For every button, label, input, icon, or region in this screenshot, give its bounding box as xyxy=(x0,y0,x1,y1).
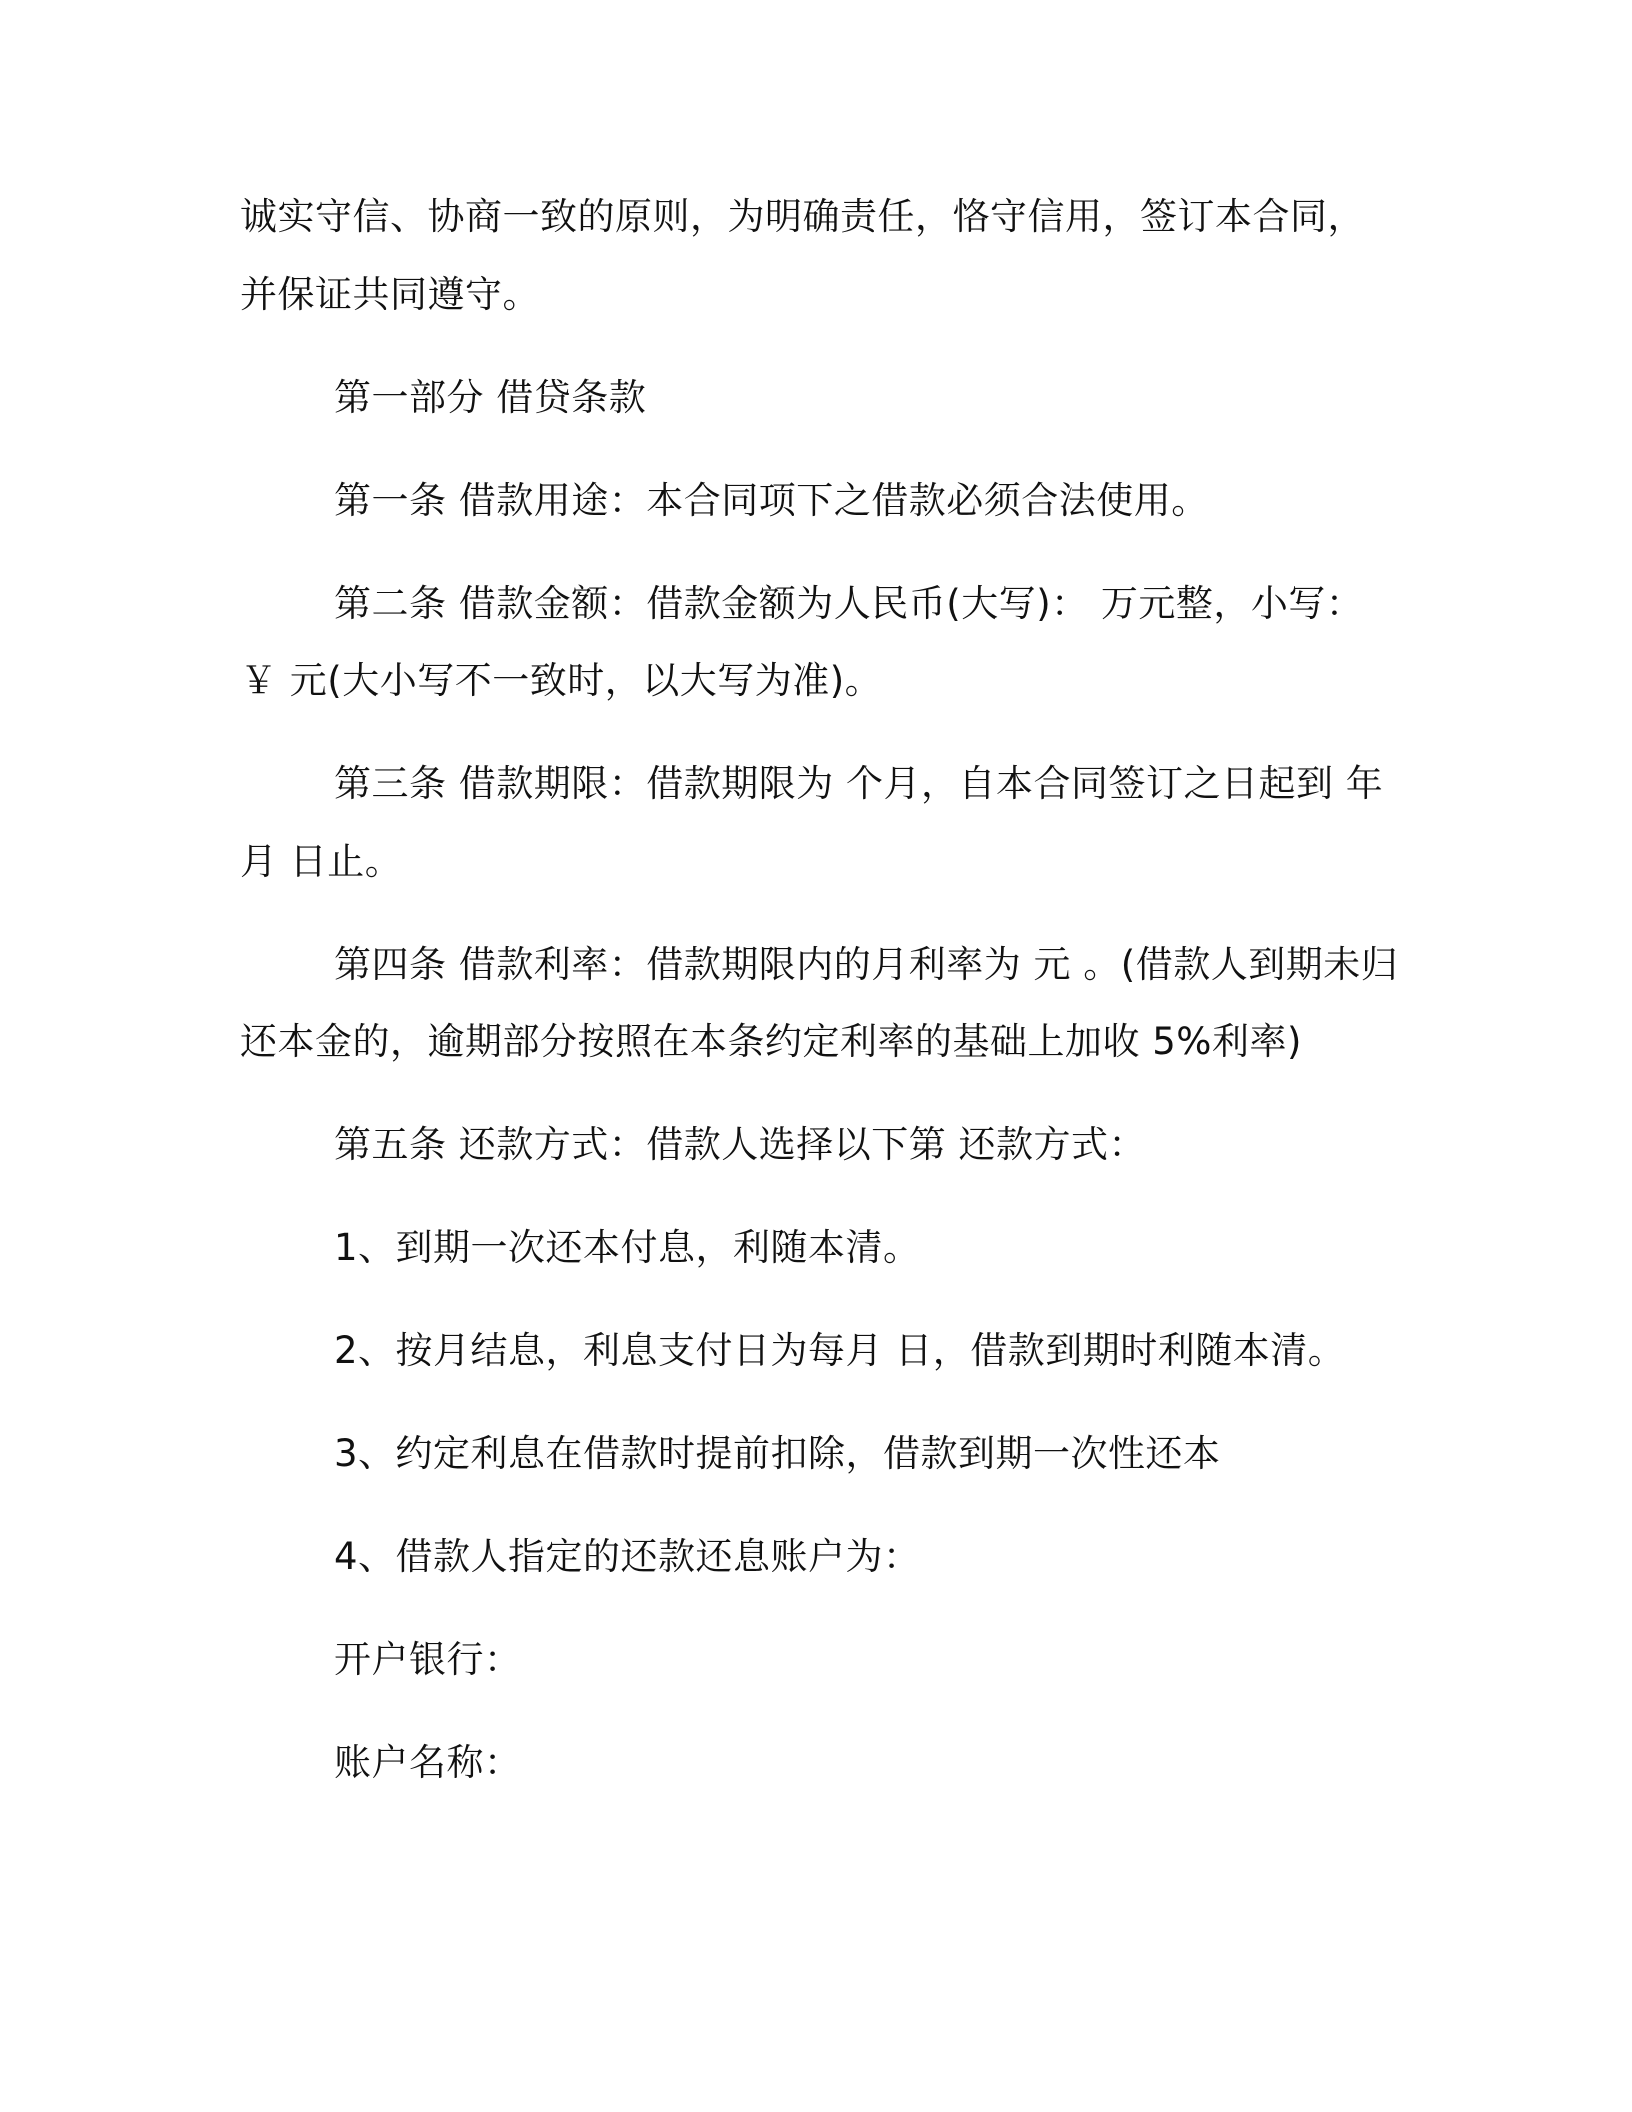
article-1: 第一条 借款用途：本合同项下之借款必须合法使用。 xyxy=(334,479,1209,522)
article-3-line-2: 月 日止。 xyxy=(240,840,403,883)
article-2-line-1: 第二条 借款金额：借款金额为人民币(大写)： 万元整，小写： xyxy=(334,582,1364,625)
article-2-line-2: ￥ 元(大小写不一致时，以大写为准)。 xyxy=(240,659,883,702)
article-3-line-1: 第三条 借款期限：借款期限为 个月，自本合同签订之日起到 年 xyxy=(334,762,1384,805)
article-4-line-1: 第四条 借款利率：借款期限内的月利率为 元 。(借款人到期未归 xyxy=(334,943,1399,986)
article-4-line-2: 还本金的，逾期部分按照在本条约定利率的基础上加收 5%利率) xyxy=(240,1020,1302,1063)
account-name-label: 账户名称： xyxy=(334,1741,522,1784)
intro-line-1: 诚实守信、协商一致的原则，为明确责任，恪守信用，签订本合同， xyxy=(240,195,1365,238)
repayment-option-3: 3、约定利息在借款时提前扣除，借款到期一次性还本 xyxy=(334,1432,1221,1475)
bank-label: 开户银行： xyxy=(334,1638,522,1681)
intro-line-2: 并保证共同遵守。 xyxy=(240,273,540,316)
repayment-option-1: 1、到期一次还本付息，利随本清。 xyxy=(334,1226,921,1269)
repayment-option-2: 2、按月结息，利息支付日为每月 日，借款到期时利随本清。 xyxy=(334,1329,1346,1372)
article-5: 第五条 还款方式：借款人选择以下第 还款方式： xyxy=(334,1123,1147,1166)
repayment-option-4: 4、借款人指定的还款还息账户为： xyxy=(334,1535,921,1578)
part-heading: 第一部分 借贷条款 xyxy=(334,376,647,419)
